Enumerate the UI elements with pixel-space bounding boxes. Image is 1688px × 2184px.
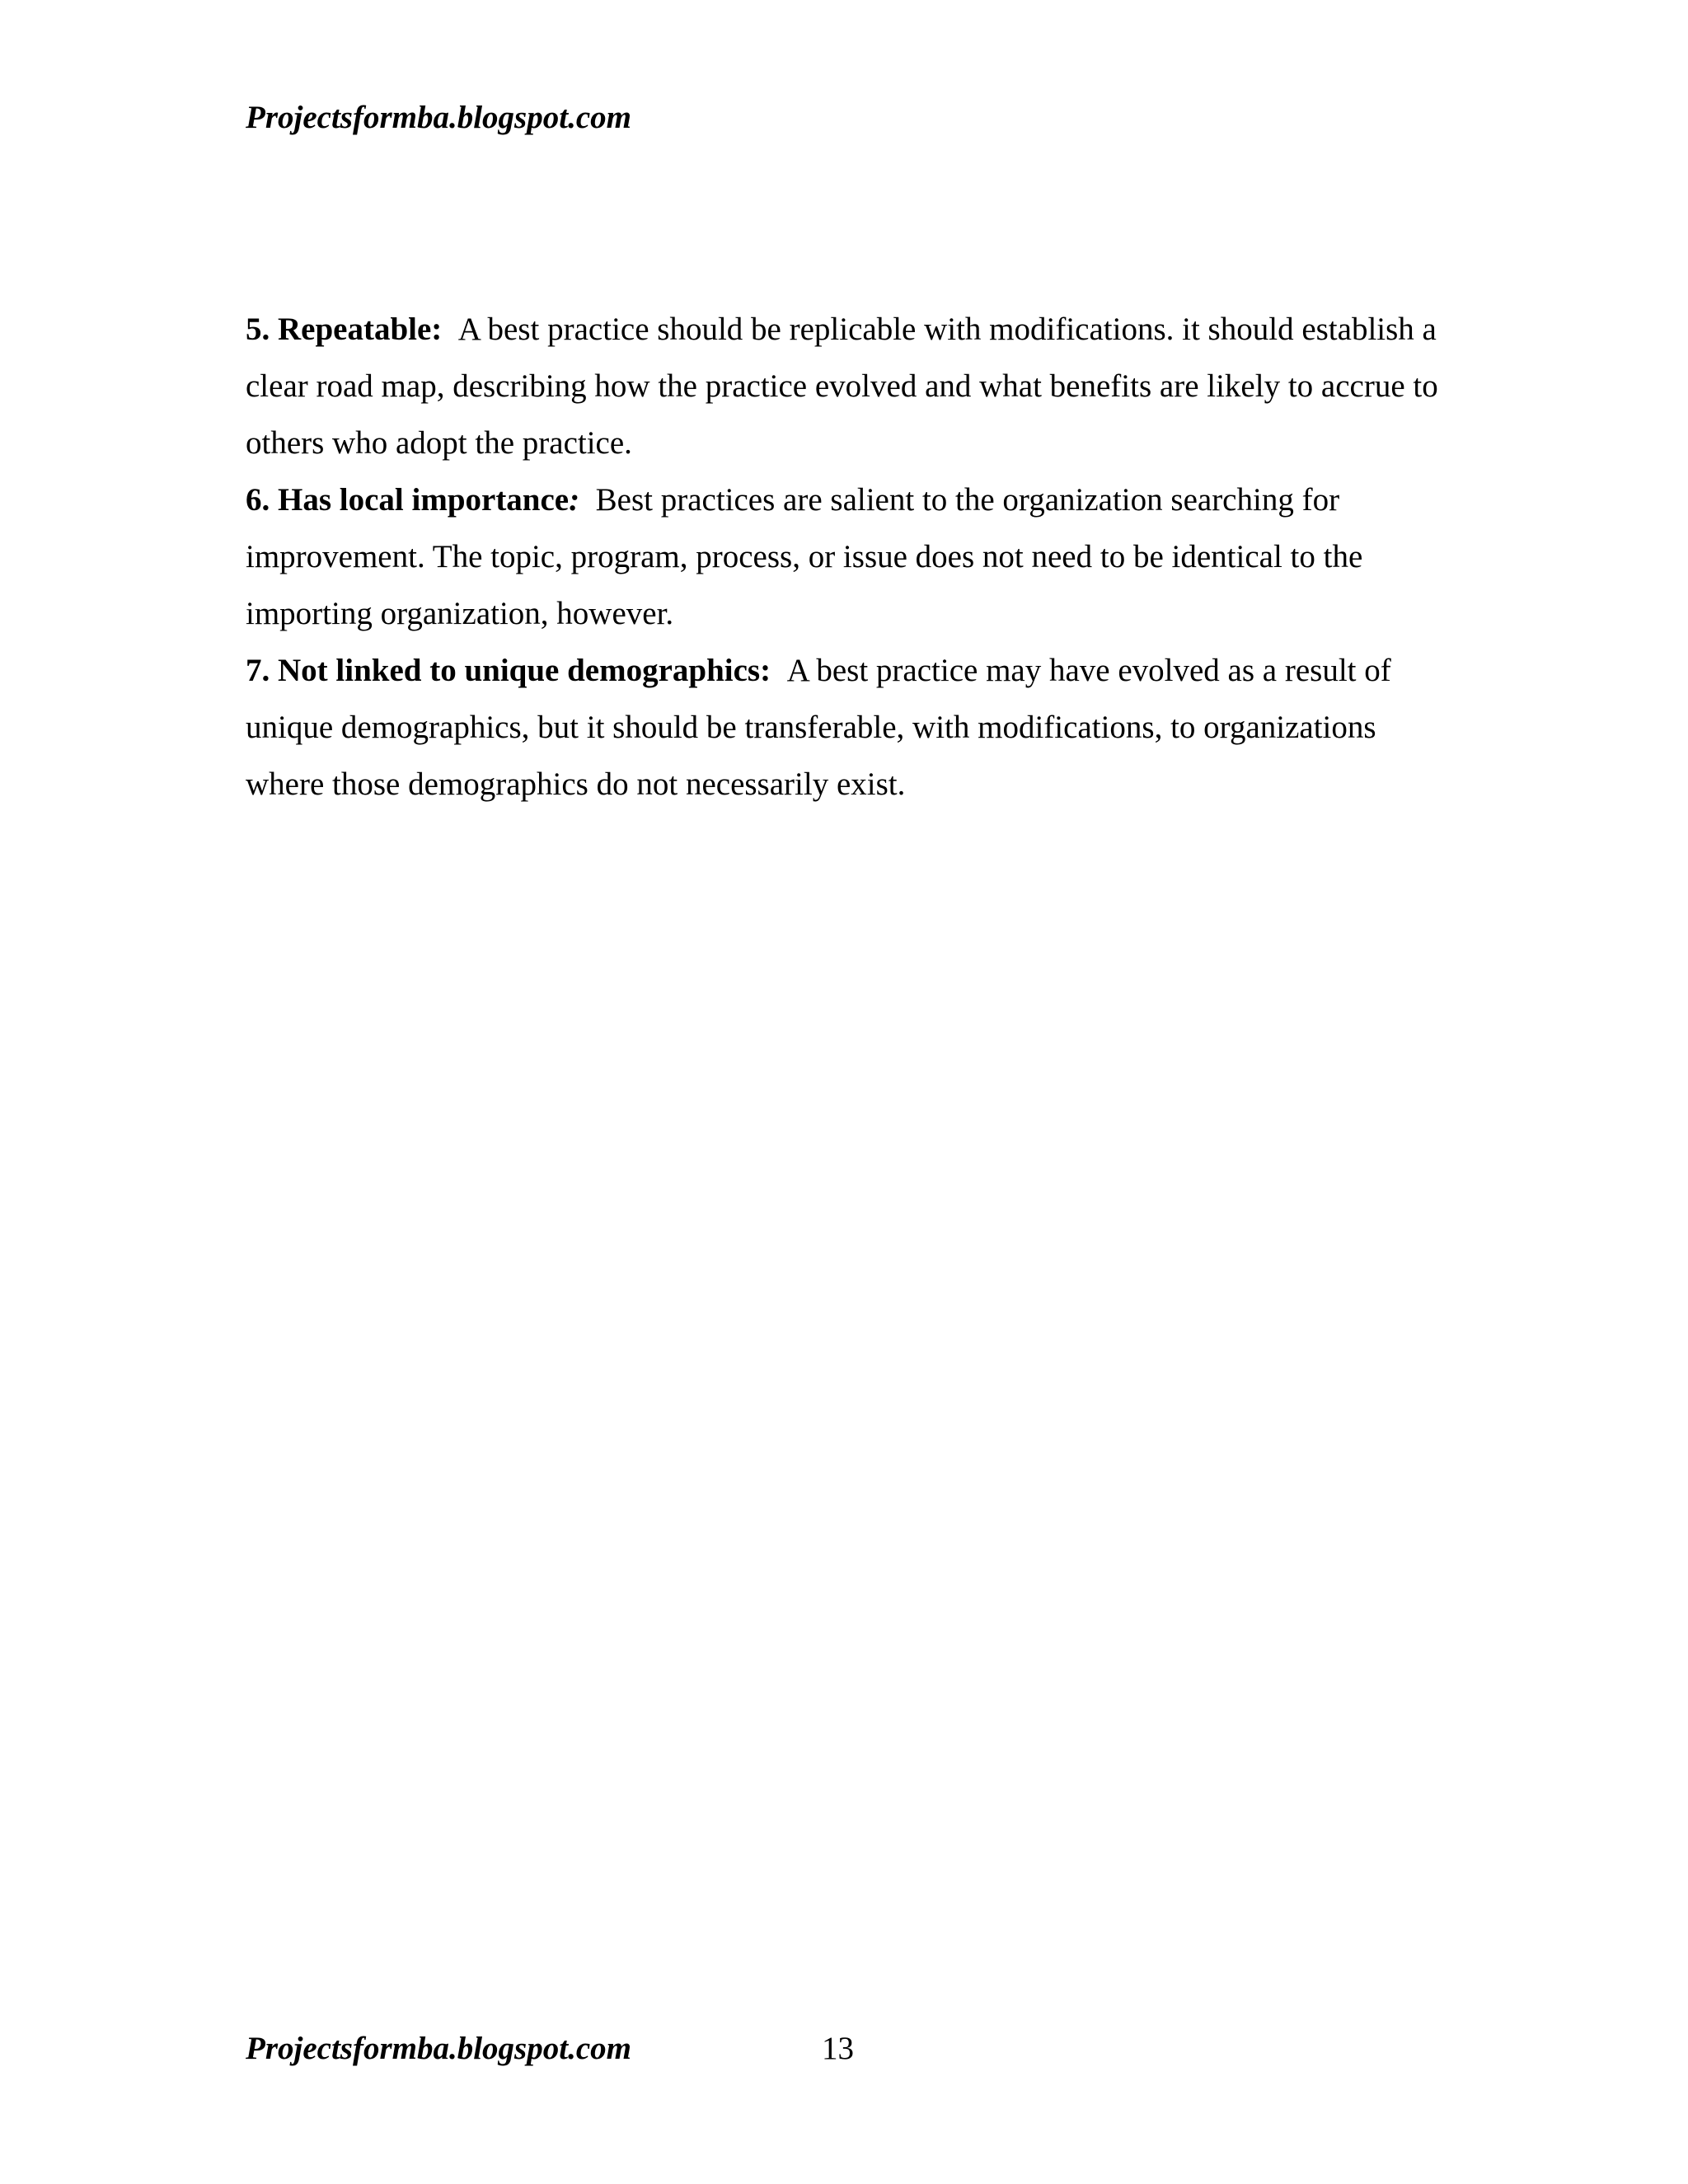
page-footer-site: Projectsformba.blogspot.com (246, 2031, 631, 2066)
item-text: A best practice should be replicable with modifications. it should establish a clear road map, describing how the practice evolved and what benefits are likely to accrue to others who adopt the practice. (246, 312, 1438, 461)
item-label (246, 482, 579, 518)
item-label-colon: : (569, 482, 580, 518)
item-local-importance (246, 471, 1449, 642)
item-text: A best practice may have evolved as a result of unique demographics, but it should be transferable, with modifications, to organizations where those demographics do not necessarily exist. (246, 653, 1391, 802)
page-header-site: Projectsformba.blogspot.com (246, 100, 631, 135)
item-repeatable (246, 301, 1449, 471)
page-number: 13 (822, 2031, 854, 2066)
item-label: 7. Not linked to unique demographics: (246, 653, 771, 688)
item-text: Best practices are salient to the organization searching for improvement. The topic, program, process, or issue does not need to be identical to the importing organization, however. (246, 482, 1363, 631)
document-body (246, 301, 1449, 813)
item-label-text: 6. Has local importance (246, 482, 570, 518)
item-unique-demographics (246, 642, 1449, 813)
item-label: 5. Repeatable: (246, 312, 443, 347)
